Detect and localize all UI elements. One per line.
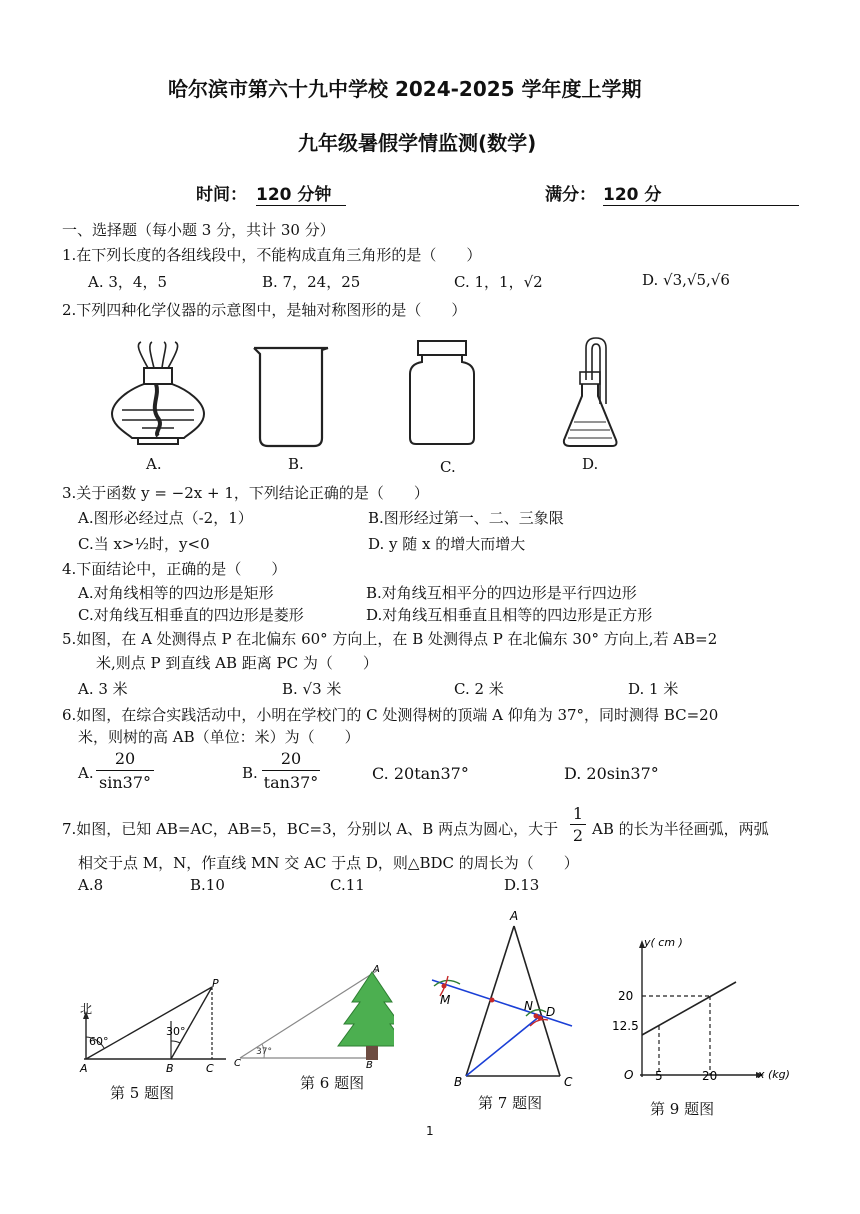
q6-a-denominator: sin37°: [99, 773, 151, 792]
q3-option-c: C.当 x>½时，y<0: [78, 535, 210, 553]
q6-option-a-prefix: A.: [78, 764, 94, 782]
fig5-angle-30: 30°: [166, 1025, 186, 1038]
q5-option-a: A. 3 米: [78, 680, 128, 698]
fig9-y-tick-20: 20: [618, 989, 634, 1003]
q6-option-b-prefix: B.: [242, 764, 258, 782]
q6-option-c: C. 20tan37°: [372, 764, 469, 783]
q2-label-d: D.: [582, 455, 599, 473]
q7-half-denominator: 2: [572, 826, 584, 845]
figure-6-caption: 第 6 题图: [300, 1074, 365, 1092]
q2-apparatus-a: [108, 340, 208, 448]
figure-5-caption: 第 5 题图: [110, 1084, 175, 1102]
fig5-north-label: 北: [80, 1002, 93, 1016]
section-heading: 一、选择题（每小题 3 分，共计 30 分）: [62, 221, 335, 239]
page-subtitle: 九年级暑假学情监测(数学): [298, 131, 537, 155]
fig7-label-m: M: [440, 993, 451, 1007]
score-value: 120 分: [603, 180, 799, 206]
time-label: 时间：: [196, 185, 247, 205]
q7-stem-line2: 相交于点 M，N，作直线 MN 交 AC 于点 D，则△BDC 的周长为（ ）: [78, 854, 579, 872]
q4-stem: 4.下面结论中，正确的是（ ）: [62, 560, 287, 578]
q6-stem-line1: 6.如图，在综合实践活动中，小明在学校门的 C 处测得树的顶端 A 仰角为 37°，同时测得 BC=20: [62, 706, 719, 724]
fig6-label-c: C: [234, 1058, 241, 1068]
figure-7-caption: 第 7 题图: [478, 1094, 543, 1112]
fig7-label-d: D: [546, 1005, 556, 1019]
q7-half-numerator: 1: [570, 804, 586, 825]
q2-label-a: A.: [146, 455, 162, 473]
q7-option-d: D.13: [504, 876, 540, 894]
score-label: 满分：: [545, 185, 596, 205]
q2-label-c: C.: [440, 458, 456, 476]
q3-stem: 3.关于函数 y = −2x + 1，下列结论正确的是（ ）: [62, 484, 429, 502]
q6-b-denominator: tan37°: [263, 773, 319, 792]
q6-option-a-fraction: [96, 748, 154, 795]
q3-option-d: D. y 随 x 的增大而增大: [368, 535, 526, 553]
q2-apparatus-b: [250, 344, 332, 448]
q4-option-a: A.对角线相等的四边形是矩形: [78, 584, 274, 602]
fig9-x-axis-label: x (kg): [758, 1068, 790, 1081]
fig9-origin-label: O: [624, 1068, 634, 1082]
fig7-label-n: N: [524, 999, 533, 1013]
q1-option-a: A. 3，4，5: [88, 273, 167, 291]
q5-option-d: D. 1 米: [628, 680, 679, 698]
figure-9-caption: 第 9 题图: [650, 1100, 715, 1118]
figure-9: [612, 930, 808, 1090]
q1-option-c: C. 1，1，√2: [454, 273, 543, 291]
q7-half-fraction: [570, 804, 586, 847]
q4-option-b: B.对角线互相平分的四边形是平行四边形: [366, 584, 637, 602]
fig5-label-b: B: [166, 1062, 174, 1075]
fig5-label-p: P: [212, 977, 219, 990]
q7-stem-line1b: AB 的长为半径画弧，两弧: [592, 820, 769, 838]
q6-stem-line2: 米，则树的高 AB（单位：米）为（ ）: [78, 728, 360, 746]
q6-option-b-fraction: [262, 748, 320, 795]
q2-apparatus-c: [406, 338, 478, 448]
figure-5: [74, 975, 234, 1075]
fig9-x-tick-5: 5: [655, 1069, 663, 1083]
q7-option-b: B.10: [190, 876, 225, 894]
q6-a-numerator: 20: [96, 748, 154, 771]
q7-option-a: A.8: [78, 876, 104, 894]
q7-option-c: C.11: [330, 876, 365, 894]
q5-stem-line2: 米,则点 P 到直线 AB 距离 PC 为（ ）: [96, 654, 378, 672]
fig5-angle-60: 60°: [89, 1035, 109, 1048]
q6-b-numerator: 20: [262, 748, 320, 771]
q1-stem: 1.在下列长度的各组线段中，不能构成直角三角形的是（ ）: [62, 246, 482, 264]
q6-option-d: D. 20sin37°: [564, 764, 659, 783]
fig5-label-a: A: [80, 1062, 88, 1075]
figure-7: [426, 906, 586, 1088]
q5-option-c: C. 2 米: [454, 680, 504, 698]
q5-option-b: B. √3 米: [282, 680, 342, 698]
fig7-label-b: B: [454, 1075, 463, 1088]
q1-option-d: D. √3,√5,√6: [642, 271, 730, 289]
fig9-y-axis-label: y( cm ): [644, 936, 683, 949]
q4-option-c: C.对角线互相垂直的四边形是菱形: [78, 606, 304, 624]
q4-option-d: D.对角线互相垂直且相等的四边形是正方形: [366, 606, 653, 624]
fig9-y-tick-12-5: 12.5: [612, 1019, 639, 1033]
q3-option-a: A.图形必经过点（-2，1）: [78, 509, 253, 527]
fig6-angle-37: 37°: [256, 1047, 272, 1057]
page-title: 哈尔滨市第六十九中学校 2024-2025 学年度上学期: [168, 77, 642, 101]
q7-stem-line1a: 7.如图，已知 AB=AC，AB=5，BC=3，分别以 A、B 两点为圆心，大于: [62, 820, 559, 838]
fig6-label-b: B: [366, 1060, 373, 1068]
q1-option-b: B. 7，24，25: [262, 273, 361, 291]
q2-label-b: B.: [288, 455, 304, 473]
fig6-label-a: A: [373, 964, 380, 975]
fig7-label-c: C: [564, 1075, 573, 1088]
fig5-label-c: C: [206, 1062, 214, 1075]
q2-stem: 2.下列四种化学仪器的示意图中，是轴对称图形的是（ ）: [62, 301, 467, 319]
figure-6: [232, 962, 394, 1068]
fig7-label-a: A: [510, 909, 519, 923]
q3-option-b: B.图形经过第一、二、三象限: [368, 509, 564, 527]
q5-stem-line1: 5.如图，在 A 处测得点 P 在北偏东 60° 方向上，在 B 处测得点 P 在北偏东 30° 方向上,若 AB=2: [62, 630, 718, 648]
page-number: 1: [426, 1124, 434, 1138]
time-value: 120 分钟: [256, 180, 346, 206]
q2-apparatus-d: [560, 330, 640, 450]
fig9-x-tick-20: 20: [702, 1069, 718, 1083]
